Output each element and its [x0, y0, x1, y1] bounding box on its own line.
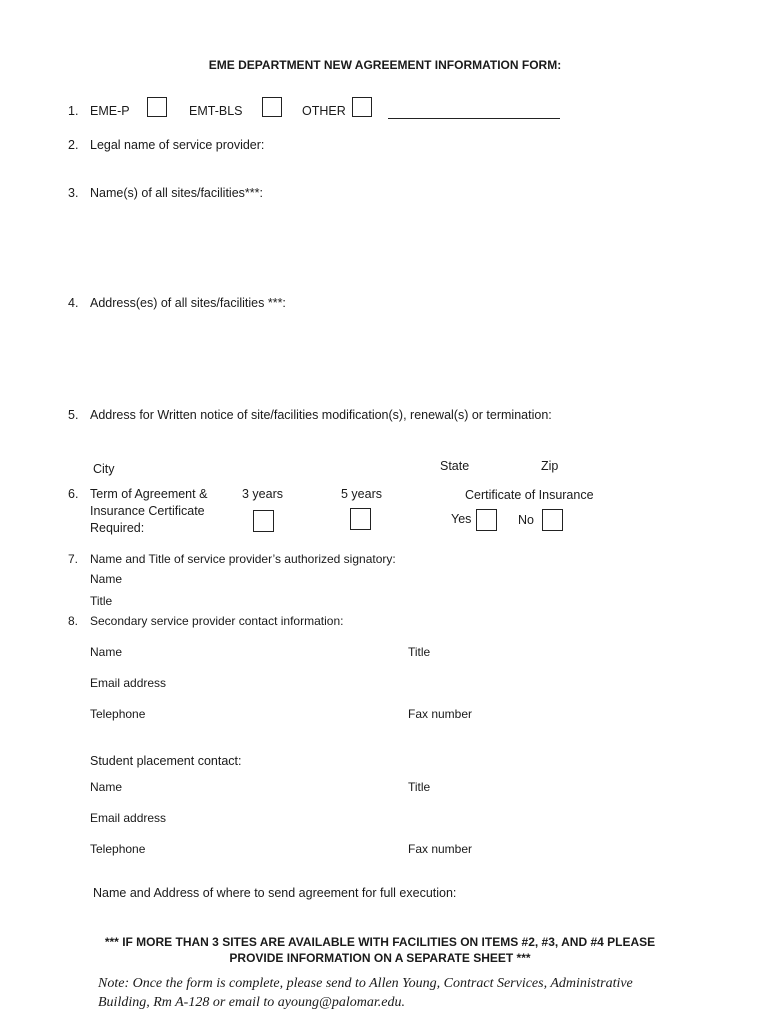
secondary-contact-label: Secondary service provider contact information:: [90, 614, 344, 628]
site-addresses-label: Address(es) of all sites/facilities ***:: [90, 296, 286, 310]
item-number-8: 8.: [68, 614, 79, 628]
secondary-fax-label: Fax number: [408, 707, 473, 721]
other-checkbox[interactable]: [352, 97, 372, 117]
secondary-telephone-label: Telephone: [90, 707, 146, 721]
option-other-label: OTHER: [302, 104, 346, 118]
legal-name-label: Legal name of service provider:: [90, 138, 265, 152]
note-line-1: Note: Once the form is complete, please send to Allen Young, Contract Services, Administrative: [98, 976, 633, 991]
item-number-7: 7.: [68, 552, 79, 566]
secondary-title-label: Title: [408, 645, 431, 659]
signatory-label: Name and Title of service provider’s authorized signatory:: [90, 552, 396, 566]
warning-line-1: *** IF MORE THAN 3 SITES ARE AVAILABLE WITH FACILITIES ON ITEMS #2, #3, AND #4 PLEASE: [104, 935, 656, 949]
note-line-2: Building, Rm A-128 or email to ayoung@palomar.edu.: [98, 995, 405, 1010]
state-label: State: [440, 459, 470, 473]
zip-label: Zip: [541, 459, 559, 473]
item-number-1: 1.: [68, 104, 79, 118]
student-name-label: Name: [90, 780, 123, 794]
signatory-title-label: Title: [90, 594, 113, 608]
student-telephone-label: Telephone: [90, 842, 146, 856]
five-years-checkbox[interactable]: [350, 508, 371, 530]
execution-label: Name and Address of where to send agreement for full execution:: [93, 886, 457, 900]
certificate-label: Certificate of Insurance: [465, 488, 594, 502]
item-number-3: 3.: [68, 186, 79, 200]
secondary-email-label: Email address: [90, 676, 167, 690]
yes-label: Yes: [451, 512, 472, 526]
yes-checkbox[interactable]: [476, 509, 497, 531]
form-title: EME DEPARTMENT NEW AGREEMENT INFORMATION FORM:: [208, 58, 562, 72]
item-number-2: 2.: [68, 138, 79, 152]
item-number-5: 5.: [68, 408, 79, 422]
term-label-line2: Insurance Certificate: [90, 504, 205, 518]
no-label: No: [518, 513, 534, 527]
option-emtbls-label: EMT-BLS: [189, 104, 243, 118]
student-fax-label: Fax number: [408, 842, 473, 856]
site-names-label: Name(s) of all sites/facilities***:: [90, 186, 263, 200]
student-contact-label: Student placement contact:: [90, 754, 242, 768]
student-email-label: Email address: [90, 811, 167, 825]
no-checkbox[interactable]: [542, 509, 563, 531]
emtbls-checkbox[interactable]: [262, 97, 282, 117]
warning-line-2: PROVIDE INFORMATION ON A SEPARATE SHEET ***: [229, 951, 531, 965]
five-years-label: 5 years: [341, 487, 382, 501]
option-emep-label: EME-P: [90, 104, 130, 118]
other-specify-field[interactable]: [388, 118, 560, 119]
three-years-label: 3 years: [242, 487, 283, 501]
secondary-name-label: Name: [90, 645, 123, 659]
student-title-label: Title: [408, 780, 431, 794]
city-label: City: [93, 462, 115, 476]
written-notice-label: Address for Written notice of site/facilities modification(s), renewal(s) or termination:: [90, 408, 552, 422]
emep-checkbox[interactable]: [147, 97, 167, 117]
three-years-checkbox[interactable]: [253, 510, 274, 532]
item-number-6: 6.: [68, 487, 79, 501]
item-number-4: 4.: [68, 296, 79, 310]
term-label-line3: Required:: [90, 521, 145, 535]
term-label-line1: Term of Agreement &: [90, 487, 208, 501]
signatory-name-label: Name: [90, 572, 123, 586]
